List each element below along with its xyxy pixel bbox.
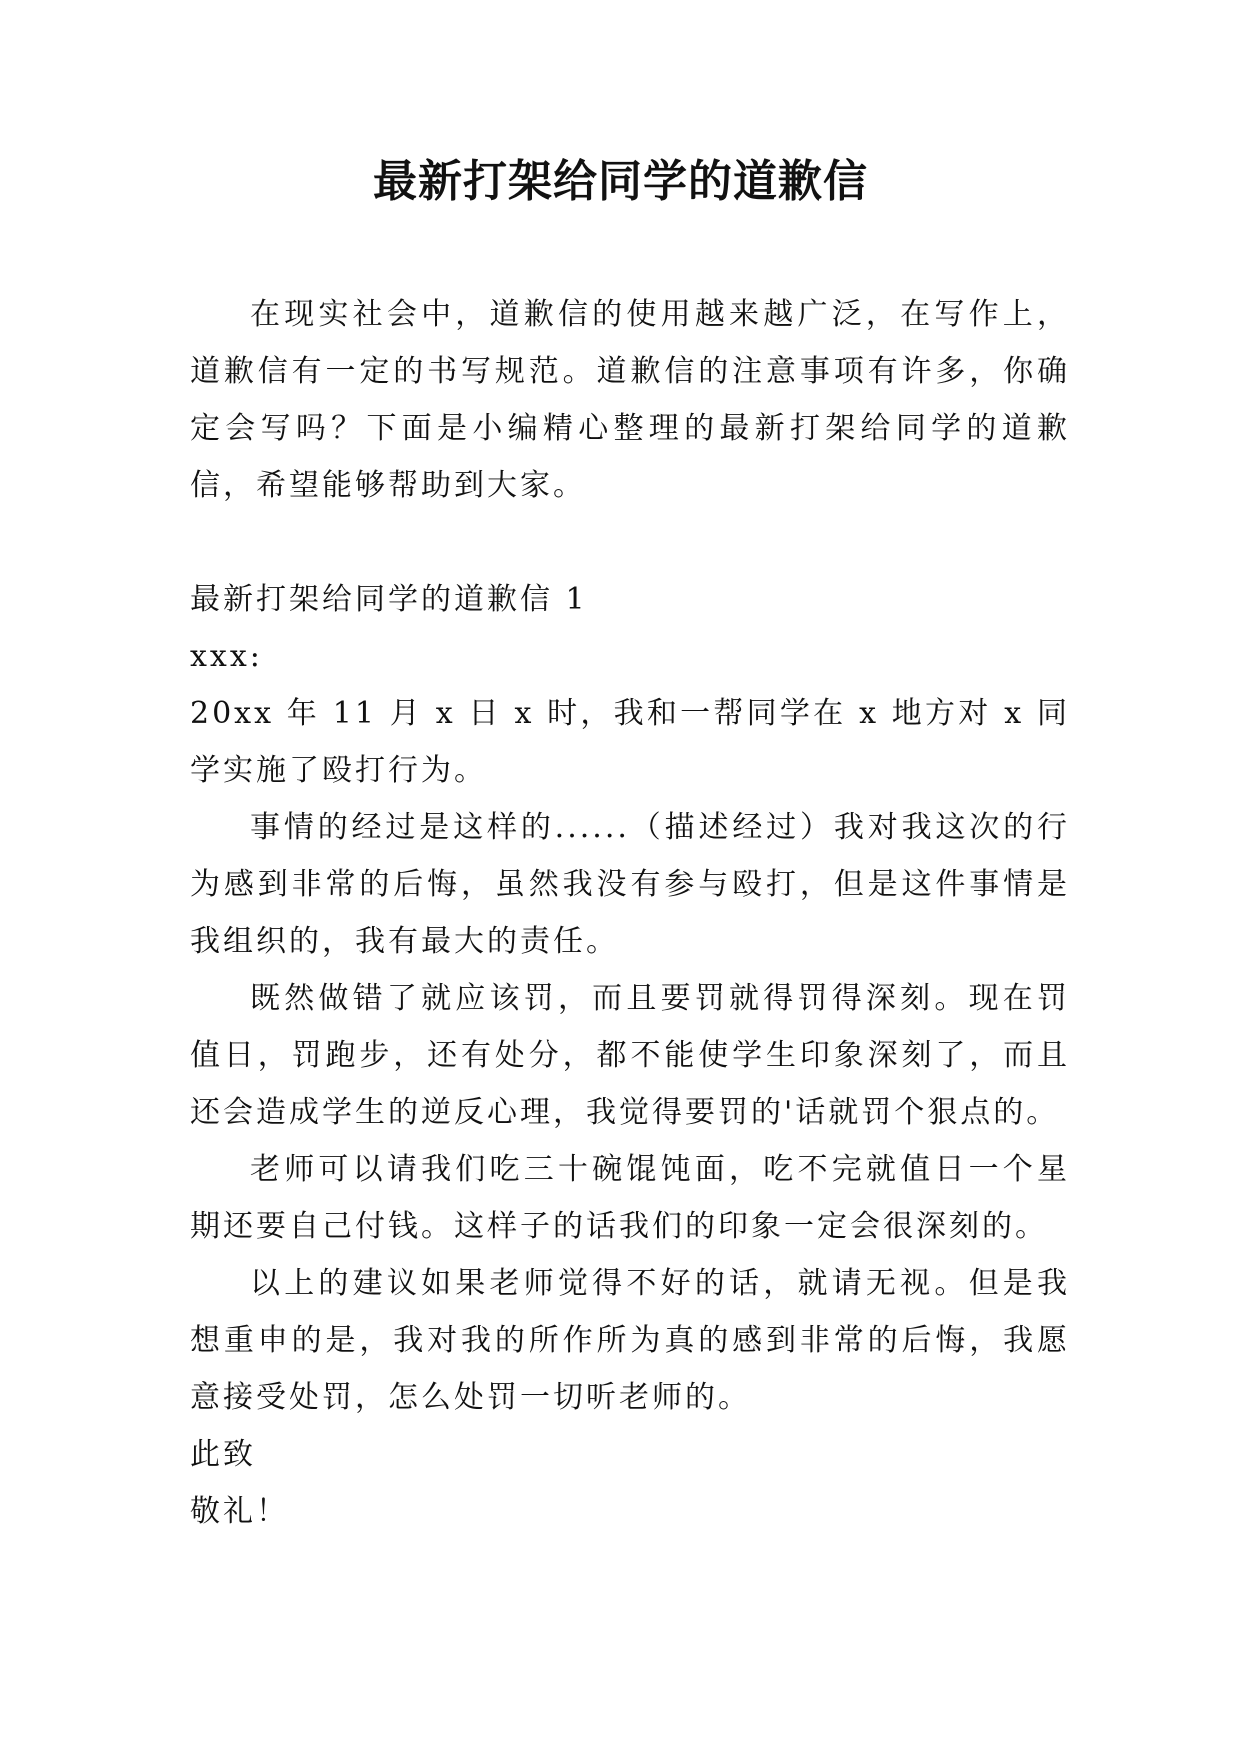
letter-paragraph: 既然做错了就应该罚，而且要罚就得罚得深刻。现在罚值日，罚跑步，还有处分，都不能使学生印象深刻了，而且还会造成学生的逆反心理，我觉得要罚的'话就罚个狠点的。 [190, 981, 1070, 1130]
letter-paragraph: 20xx 年 11 月 x 日 x 时，我和一帮同学在 x 地方对 x 同学实施了殴打行为。 [190, 696, 1070, 788]
letter-paragraph: 以上的建议如果老师觉得不好的话，就请无视。但是我想重申的是，我对我的所作所为真的感到非常的后悔，我愿意接受处罚，怎么处罚一切听老师的。 [190, 1266, 1070, 1415]
document-body [190, 286, 1070, 1540]
document-title: 最新打架给同学的道歉信 [373, 156, 868, 207]
letter-closing-salute: 敬礼！ [190, 1494, 289, 1529]
letter-paragraph: 老师可以请我们吃三十碗馄饨面，吃不完就值日一个星期还要自己付钱。这样子的话我们的印象一定会很深刻的。 [190, 1152, 1070, 1244]
letter-closing: 此致 [190, 1437, 256, 1472]
letter-paragraph: 事情的经过是这样的......（描述经过）我对我这次的行为感到非常的后悔，虽然我没有参与殴打，但是这件事情是我组织的，我有最大的责任。 [190, 810, 1070, 959]
letter-salutation: xxx: [190, 639, 263, 674]
section-heading: 最新打架给同学的道歉信 1 [190, 582, 588, 617]
intro-paragraph: 在现实社会中，道歉信的使用越来越广泛，在写作上，道歉信有一定的书写规范。道歉信的注意事项有许多，你确定会写吗？下面是小编精心整理的最新打架给同学的道歉信，希望能够帮助到大家。 [190, 297, 1070, 503]
